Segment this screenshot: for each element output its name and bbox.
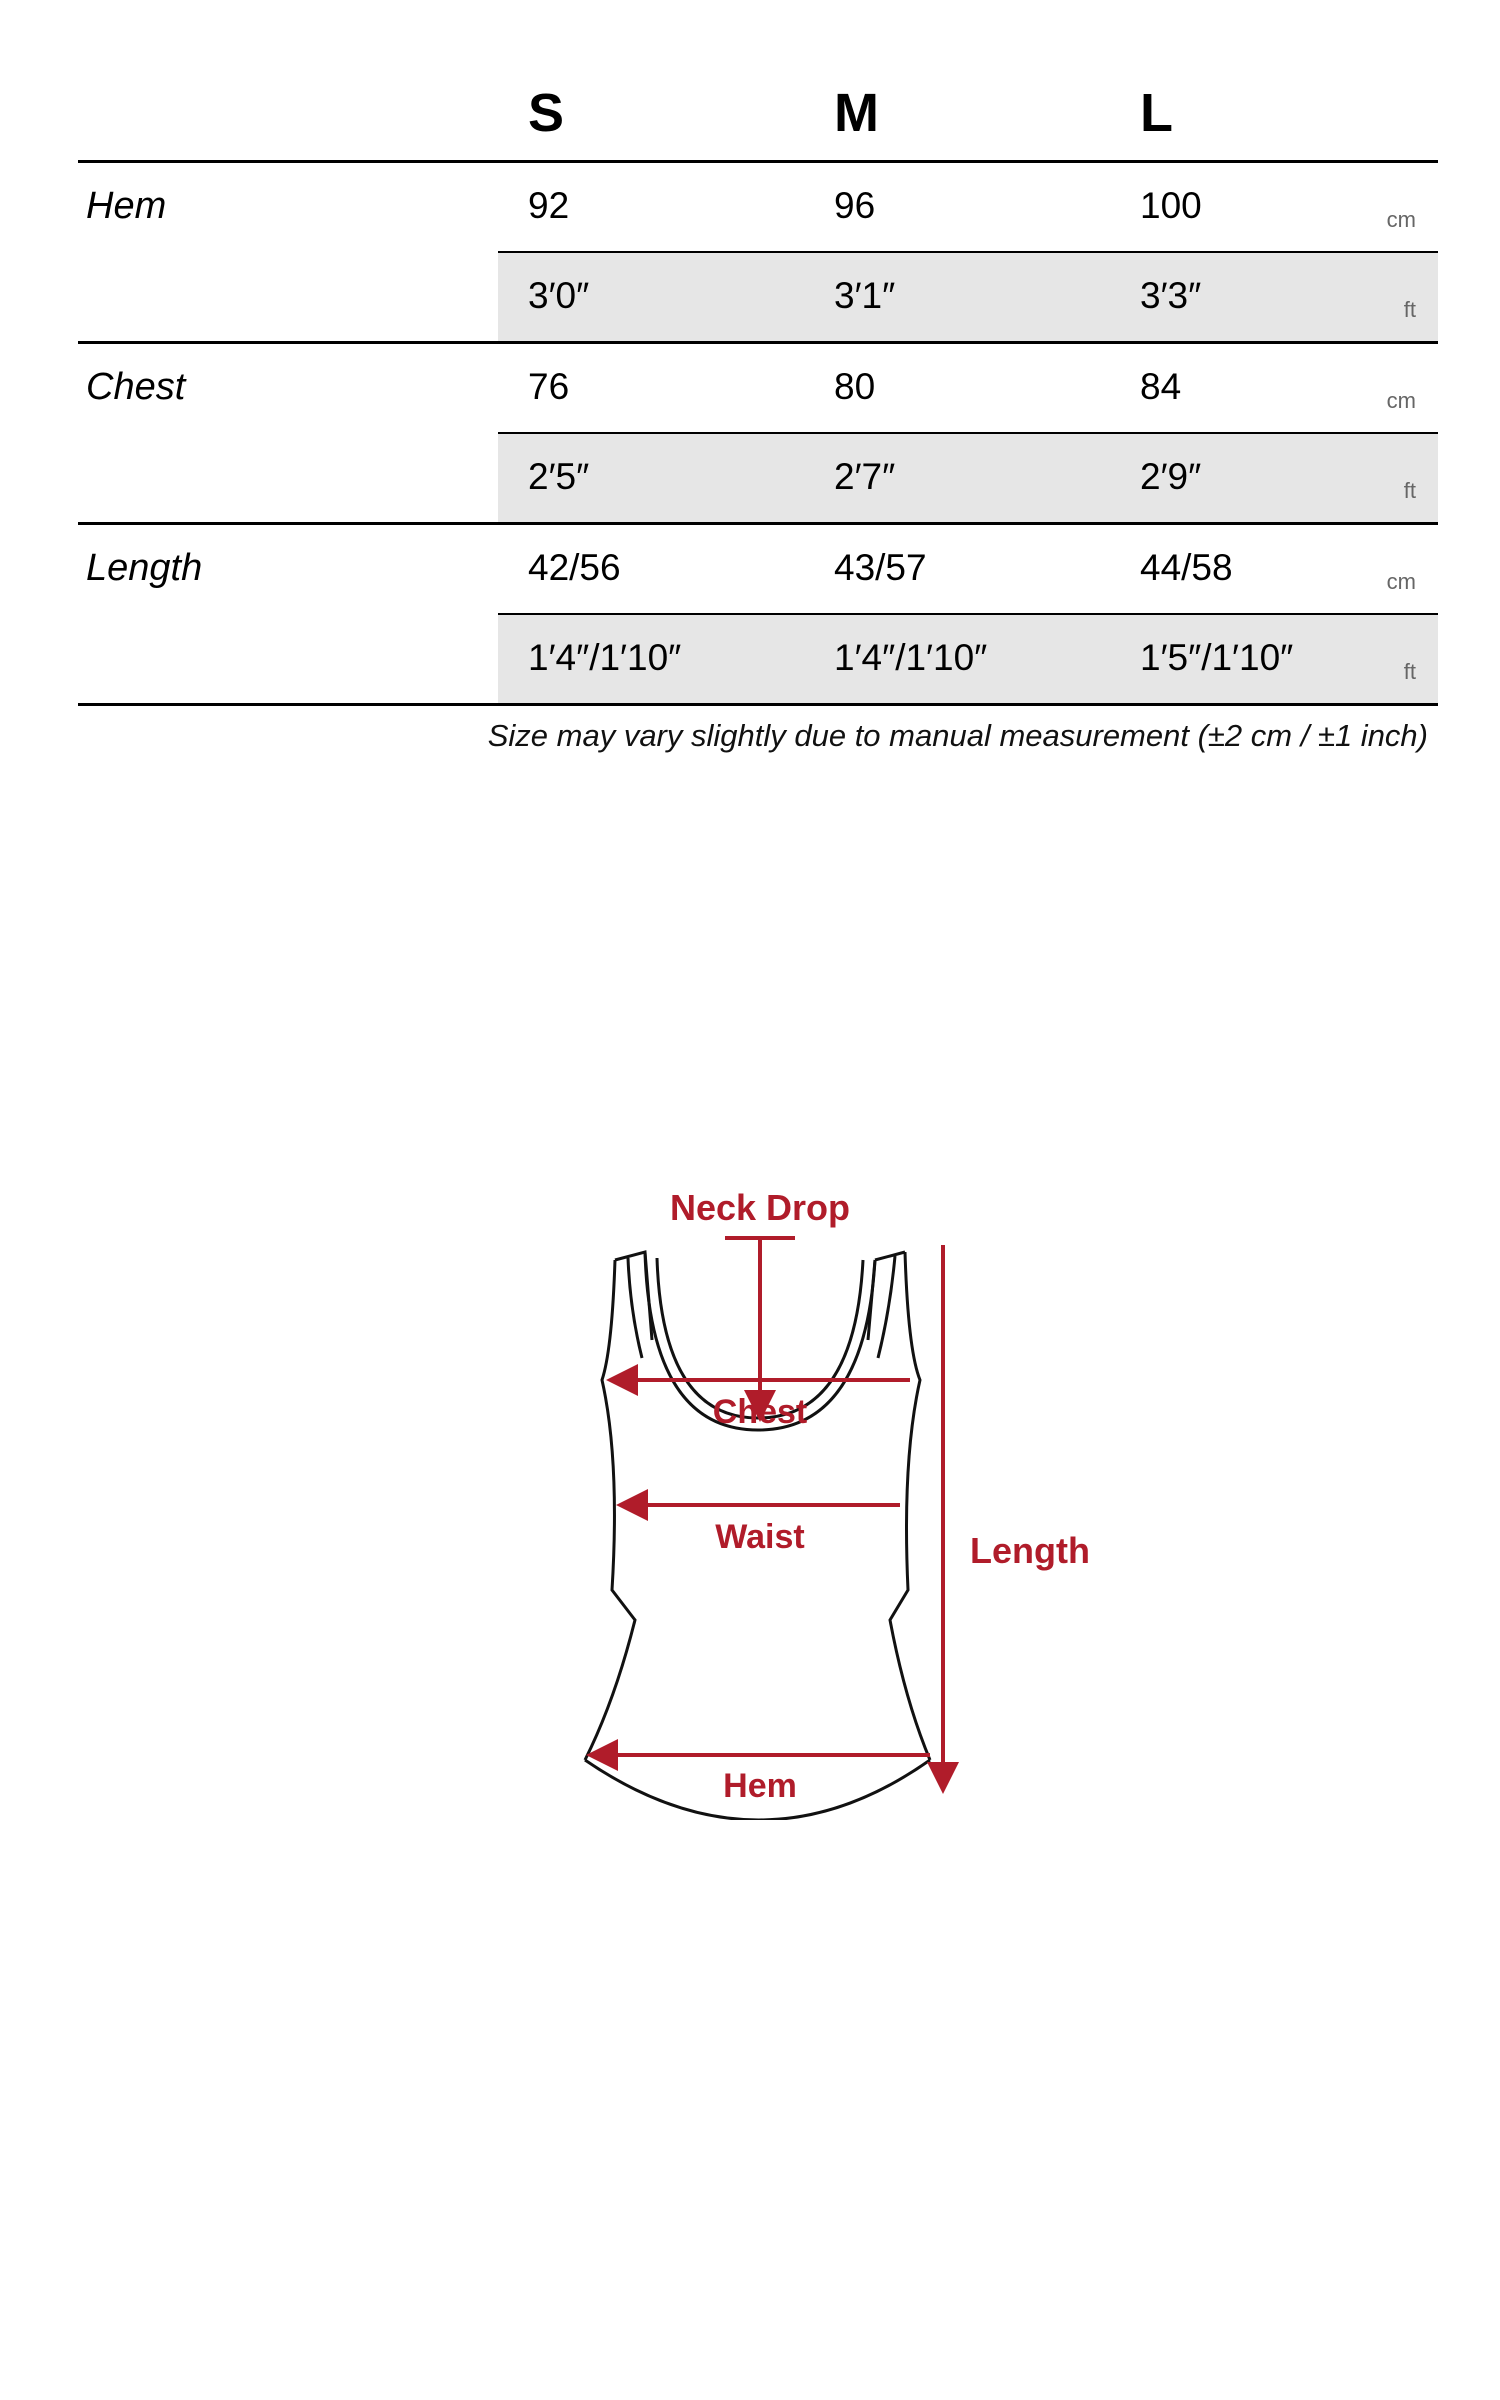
value-cell: 3′3″ [1140, 275, 1202, 316]
value-cell: 92 [528, 185, 570, 226]
size-header-row [78, 70, 1438, 163]
value-cell: 1′4″/1′10″ [834, 637, 988, 678]
ft-row [498, 253, 1438, 341]
unit-label: cm [1386, 388, 1416, 413]
waist-label: Waist [715, 1518, 805, 1556]
measure-label: Length [86, 547, 203, 589]
value-cell: 2′7″ [834, 456, 896, 497]
length-label: Length [970, 1530, 1090, 1571]
ft-row [498, 615, 1438, 703]
unit-label: cm [1386, 207, 1416, 232]
cm-row [498, 525, 1438, 615]
value-cell: 3′1″ [834, 275, 896, 316]
value-cell: 80 [834, 366, 876, 407]
cm-row [498, 344, 1438, 434]
measurement-footnote: Size may vary slightly due to manual measurement (±2 cm / ±1 inch) [487, 718, 1428, 753]
unit-label: ft [1403, 297, 1416, 322]
ft-row [498, 434, 1438, 522]
measure-group-hem [78, 163, 1438, 344]
value-cell: 76 [528, 366, 570, 407]
size-chart-table [78, 70, 1438, 753]
garment-measurement-diagram [560, 1180, 1100, 1820]
value-cell: 1′4″/1′10″ [528, 637, 682, 678]
value-cell: 100 [1140, 185, 1202, 226]
unit-label: ft [1403, 478, 1416, 503]
measure-group-chest [78, 344, 1438, 525]
value-cell: 2′9″ [1140, 456, 1202, 497]
value-cell: 43/57 [834, 547, 927, 588]
measure-group-length [78, 525, 1438, 706]
size-header-m: M [834, 83, 879, 143]
size-header-l: L [1140, 83, 1173, 143]
unit-label: ft [1403, 659, 1416, 684]
measure-label: Chest [86, 366, 186, 408]
value-cell: 96 [834, 185, 876, 226]
value-cell: 44/58 [1140, 547, 1233, 588]
unit-label: cm [1386, 569, 1416, 594]
size-header-s: S [528, 83, 565, 143]
chest-label: Chest [712, 1393, 808, 1431]
cm-row [498, 163, 1438, 253]
value-cell: 2′5″ [528, 456, 590, 497]
hem-label: Hem [723, 1767, 797, 1805]
value-cell: 1′5″/1′10″ [1140, 637, 1294, 678]
value-cell: 84 [1140, 366, 1182, 407]
value-cell: 3′0″ [528, 275, 590, 316]
neck-drop-label: Neck Drop [669, 1187, 851, 1228]
value-cell: 42/56 [528, 547, 621, 588]
measure-label: Hem [86, 185, 167, 227]
